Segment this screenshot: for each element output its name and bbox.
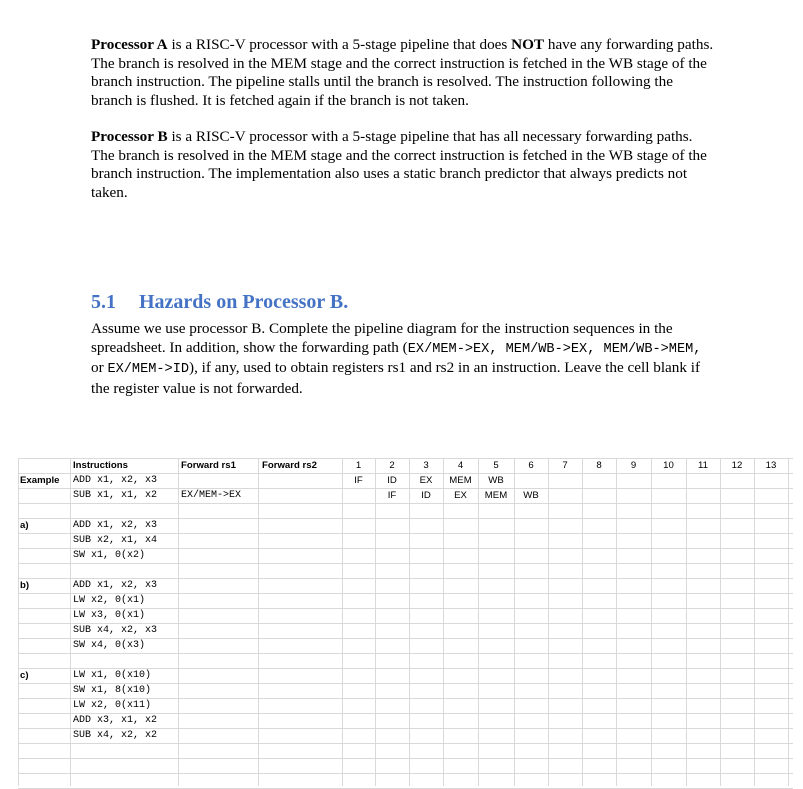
instruction-cell: ADD x3, x1, x2 bbox=[73, 715, 158, 726]
instruction-cell: LW x2, 0(x1) bbox=[73, 595, 146, 606]
grid-line bbox=[18, 773, 793, 774]
processor-a-text-2: have any forwarding paths. The branch is resolved in the MEM stage and the correct instruction is fetched in the WB stage of the branch instruction. The pipeline stalls until the branch is resolved. The instruction following the branch is flushed. It is fetched again if the branch is not taken. bbox=[91, 36, 714, 109]
header-forward-rs2: Forward rs2 bbox=[262, 460, 317, 471]
stage-cell: WB bbox=[488, 475, 504, 486]
grid-line bbox=[514, 458, 515, 786]
instruction-cell: ADD x1, x2, x3 bbox=[73, 475, 158, 486]
grid-line bbox=[342, 458, 343, 786]
grid-line bbox=[18, 758, 793, 759]
exmem-id-code: EX/MEM->ID bbox=[107, 362, 190, 378]
grid-line bbox=[443, 458, 444, 786]
section-number: 5.1 bbox=[91, 291, 116, 313]
processor-a-text: is a RISC-V processor with a 5-stage pipeline that does bbox=[167, 36, 512, 53]
stage-cell: ID bbox=[387, 475, 397, 486]
instruction-cell: SUB x2, x1, x4 bbox=[73, 535, 158, 546]
grid-line bbox=[18, 503, 793, 504]
forward-rs1-cell: EX/MEM->EX bbox=[181, 490, 242, 501]
grid-line bbox=[178, 458, 179, 786]
header-cycle: 6 bbox=[528, 460, 534, 471]
stage-cell: ID bbox=[421, 490, 431, 501]
stage-cell: MEM bbox=[449, 475, 472, 486]
processor-a-name: Processor A bbox=[91, 36, 168, 53]
header-cycle: 5 bbox=[493, 460, 499, 471]
grid-line bbox=[70, 458, 71, 786]
grid-line bbox=[548, 458, 549, 786]
example-label: Example bbox=[20, 475, 60, 486]
header-cycle: 11 bbox=[698, 460, 708, 471]
grid-line bbox=[788, 458, 789, 786]
header-cycle: 13 bbox=[765, 460, 777, 471]
header-cycle: 3 bbox=[423, 460, 429, 471]
grid-line bbox=[651, 458, 652, 786]
header-cycle: 12 bbox=[731, 460, 743, 471]
grid-line bbox=[754, 458, 755, 786]
stage-cell: IF bbox=[387, 490, 397, 501]
grid-line bbox=[18, 653, 793, 654]
header-instructions: Instructions bbox=[73, 460, 128, 471]
grid-line bbox=[18, 563, 793, 564]
assume-text-1: Assume we use processor B. Complete the pipeline diagram for the instruction sequences in the spreadsheet. In addition, show the forwarding path ( bbox=[91, 320, 673, 356]
header-forward-rs1: Forward rs1 bbox=[181, 460, 236, 471]
instruction-cell: SW x1, 0(x2) bbox=[73, 550, 146, 561]
header-cycle: 2 bbox=[389, 460, 395, 471]
instruction-cell: LW x1, 0(x10) bbox=[73, 670, 152, 681]
processor-b-name: Processor B bbox=[91, 128, 168, 145]
processor-b-text: is a RISC-V processor with a 5-stage pipeline that has all necessary forwarding paths. The branch is resolved in the MEM stage and the correct instruction is fetched in the WB stage of the branch instruction. The implementation also uses a static branch predictor that always predicts not taken. bbox=[91, 128, 707, 201]
instruction-cell: ADD x1, x2, x3 bbox=[73, 580, 158, 591]
header-cycle: 4 bbox=[457, 460, 464, 471]
header-cycle: 10 bbox=[663, 460, 674, 471]
forward-paths-code: EX/MEM->EX, MEM/WB->EX, MEM/WB->MEM, bbox=[407, 341, 702, 357]
header-cycle: 7 bbox=[562, 460, 568, 471]
grid-line bbox=[18, 743, 793, 744]
instruction-cell: LW x2, 0(x11) bbox=[73, 700, 152, 711]
instruction-cell: ADD x1, x2, x3 bbox=[73, 520, 158, 531]
grid-line bbox=[258, 458, 259, 786]
group-label: a) bbox=[20, 520, 29, 531]
grid-line bbox=[582, 458, 583, 786]
grid-line bbox=[409, 458, 410, 786]
instruction-cell: SW x1, 8(x10) bbox=[73, 685, 152, 696]
not-emphasis: NOT bbox=[511, 36, 545, 53]
grid-line bbox=[18, 458, 19, 786]
group-label: c) bbox=[20, 670, 29, 681]
stage-cell: EX bbox=[454, 490, 467, 501]
instruction-cell: LW x3, 0(x1) bbox=[73, 610, 146, 621]
assume-text-3: ), if any, used to obtain registers rs1 and rs2 in an instruction. Leave the cell blank if the register value is not forwarded. bbox=[91, 359, 701, 397]
grid-line bbox=[478, 458, 479, 786]
instruction-cell: SW x4, 0(x3) bbox=[73, 640, 146, 651]
instruction-cell: SUB x1, x1, x2 bbox=[73, 490, 158, 501]
instruction-cell: SUB x4, x2, x2 bbox=[73, 730, 158, 741]
stage-cell: WB bbox=[523, 490, 539, 501]
stage-cell: EX bbox=[419, 475, 433, 486]
section-title: Hazards on Processor B. bbox=[139, 291, 349, 313]
header-cycle: 9 bbox=[630, 460, 637, 471]
stage-cell: MEM bbox=[484, 490, 508, 501]
stage-cell: IF bbox=[354, 475, 363, 486]
grid-line bbox=[616, 458, 617, 786]
grid-line bbox=[375, 458, 376, 786]
instruction-cell: SUB x4, x2, x3 bbox=[73, 625, 158, 636]
group-label: b) bbox=[20, 580, 30, 591]
header-cycle: 1 bbox=[355, 460, 362, 471]
grid-line bbox=[686, 458, 687, 786]
assume-text-2: or bbox=[91, 359, 108, 377]
header-cycle: 8 bbox=[596, 460, 602, 471]
grid-line bbox=[720, 458, 721, 786]
